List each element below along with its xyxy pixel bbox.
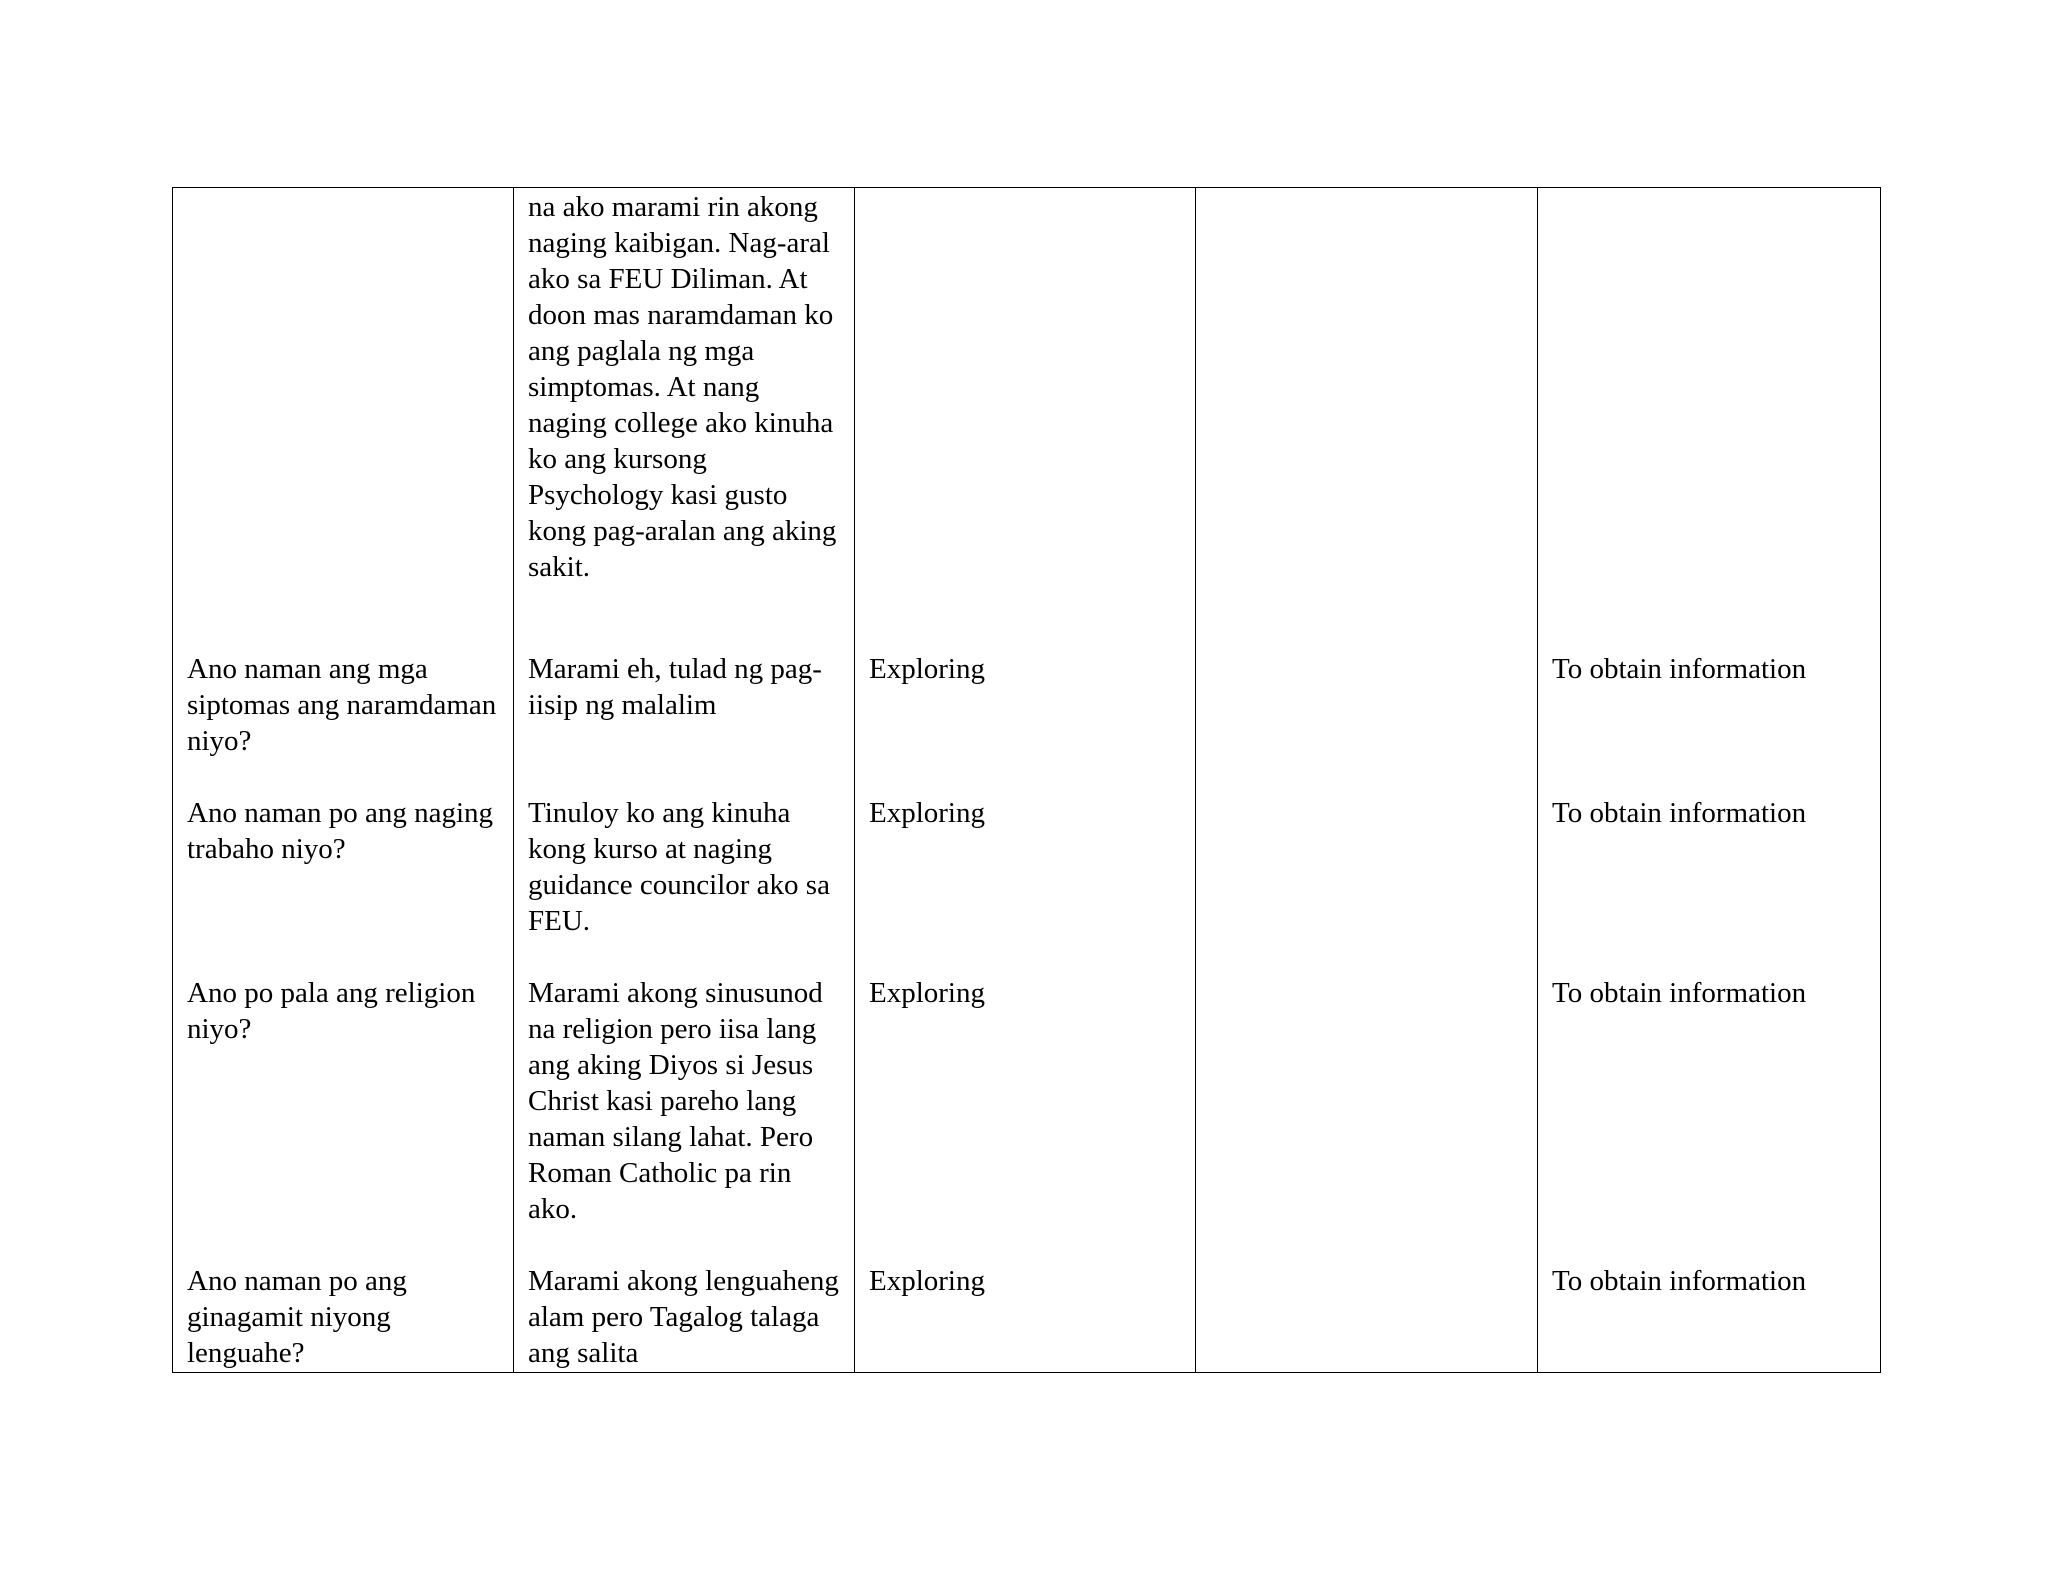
answer-text: Tinuloy ko ang kinuha kong kurso at naging guidance councilor ako sa FEU. bbox=[528, 797, 830, 937]
answer-cell bbox=[514, 975, 855, 1263]
question-cell bbox=[173, 975, 514, 1263]
empty-cell bbox=[1196, 651, 1538, 795]
purpose-cell bbox=[1538, 1263, 1881, 1373]
table-row bbox=[173, 651, 1881, 795]
purpose-text: To obtain information bbox=[1552, 977, 1807, 1009]
technique-text: Exploring bbox=[869, 797, 985, 829]
table-row bbox=[173, 975, 1881, 1263]
answer-text: Marami eh, tulad ng pag-iisip ng malalim bbox=[528, 653, 822, 721]
purpose-cell bbox=[1538, 795, 1881, 975]
interview-table bbox=[172, 187, 1881, 1373]
answer-cell bbox=[514, 1263, 855, 1373]
empty-cell bbox=[1196, 1263, 1538, 1373]
table-row bbox=[173, 795, 1881, 975]
answer-text: na ako marami rin akong naging kaibigan. Nag-aral ako sa FEU Diliman. At doon mas naramdaman ko ang paglala ng mga simptomas. At nang naging college ako kinuha ko ang kursong Psychology kasi gusto kong pag-aralan ang aking sakit. bbox=[528, 191, 837, 583]
purpose-cell bbox=[1538, 188, 1881, 652]
purpose-cell bbox=[1538, 651, 1881, 795]
question-cell bbox=[173, 1263, 514, 1373]
question-text: Ano naman po ang naging trabaho niyo? bbox=[187, 797, 494, 865]
technique-cell bbox=[855, 188, 1196, 652]
table-row bbox=[173, 188, 1881, 652]
technique-cell bbox=[855, 651, 1196, 795]
answer-cell bbox=[514, 651, 855, 795]
purpose-text: To obtain information bbox=[1552, 653, 1807, 685]
answer-cell bbox=[514, 188, 855, 652]
question-text: Ano naman po ang ginagamit niyong lenguahe? bbox=[187, 1265, 407, 1369]
question-cell bbox=[173, 188, 514, 652]
question-text: Ano po pala ang religion niyo? bbox=[187, 977, 476, 1045]
empty-cell bbox=[1196, 188, 1538, 652]
answer-text: Marami akong sinusunod na religion pero iisa lang ang aking Diyos si Jesus Christ kasi pareho lang naman silang lahat. Pero Roman Catholic pa rin ako. bbox=[528, 977, 823, 1225]
technique-cell bbox=[855, 795, 1196, 975]
empty-cell bbox=[1196, 795, 1538, 975]
question-cell bbox=[173, 795, 514, 975]
purpose-text: To obtain information bbox=[1552, 797, 1807, 829]
answer-cell bbox=[514, 795, 855, 975]
technique-text: Exploring bbox=[869, 653, 985, 685]
table-row bbox=[173, 1263, 1881, 1373]
technique-text: Exploring bbox=[869, 977, 985, 1009]
purpose-cell bbox=[1538, 975, 1881, 1263]
question-cell bbox=[173, 651, 514, 795]
purpose-text: To obtain information bbox=[1552, 1265, 1807, 1297]
technique-cell bbox=[855, 1263, 1196, 1373]
answer-text: Marami akong lenguaheng alam pero Tagalog talaga ang salita bbox=[528, 1265, 839, 1369]
technique-cell bbox=[855, 975, 1196, 1263]
empty-cell bbox=[1196, 975, 1538, 1263]
technique-text: Exploring bbox=[869, 1265, 985, 1297]
question-text: Ano naman ang mga siptomas ang naramdaman niyo? bbox=[187, 653, 497, 757]
